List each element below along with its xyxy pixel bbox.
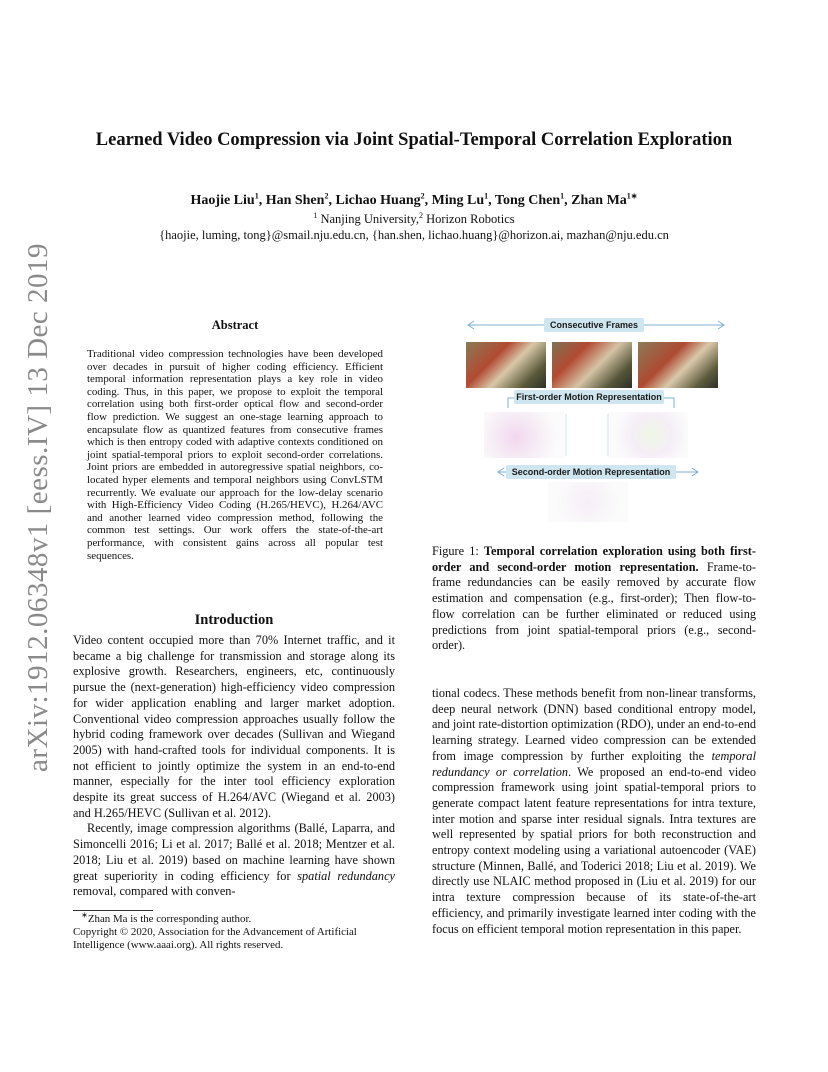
- footnote-text: Zhan Ma is the corresponding author.: [87, 913, 252, 925]
- text-run: tional codecs. These methods benefit from non-linear transforms, deep neural network (DNN) based conditional entropy model, and joint rate-distortion optimization (RDO), under an end-to-end learning strategy. Learned video compression can be extended from image compression by further exploiting the: [432, 686, 756, 763]
- author-list: Haojie Liu$^1$, Han Shen$^2$, Lichao Huang$^2$, Ming Lu$^1$, Tong Chen$^1$, Zhan $Ma^{1∗}$: [190, 191, 638, 208]
- arxiv-identifier-text: arXiv:1912.06348v1 [eess.IV] 13 Dec 2019: [22, 242, 54, 772]
- author-name: Lichao Huang: [335, 193, 421, 208]
- affiliations: [0, 212, 828, 227]
- emphasis: spatial redundancy: [297, 868, 395, 883]
- figure-label-second-order: Second-order Motion Representation: [506, 465, 676, 479]
- emphasis: temporal redundancy or correlation: [432, 748, 756, 779]
- author-affil-mark: 1: [484, 191, 489, 201]
- flow-connector: [562, 412, 612, 458]
- author-affil-mark: 1: [560, 191, 565, 201]
- footnote-note: [73, 910, 397, 926]
- author-affil-mark: 2: [324, 191, 329, 201]
- caption-text: Frame-to-frame redundancies can be easily removed by accurate flow estimation and compensation (e.g., first-order); Then flow-to-flow correlation can be further eliminated or reduced using predictions from joint spatial-temporal priors (e.g., second-order).: [432, 559, 756, 653]
- video-frame: [466, 342, 546, 388]
- caption-label: Figure 1:: [432, 544, 484, 558]
- affil-mark: 2: [418, 210, 423, 220]
- paragraph: [73, 821, 395, 900]
- author-name: Ming Lu: [431, 193, 485, 208]
- author-affil-mark: 2: [420, 191, 425, 201]
- figure-label-consecutive-frames: Consecutive Frames: [544, 318, 644, 332]
- introduction-heading: Introduction: [194, 612, 274, 628]
- paper-title: Learned Video Compression via Joint Spatial-Temporal Correlation Exploration: [95, 130, 733, 150]
- second-order-flow-map: [548, 482, 628, 522]
- author-name: Han Shen: [265, 193, 325, 208]
- affiliation-2: Horizon Robotics: [422, 212, 515, 226]
- figure-label-first-order: First-order Motion Representation: [514, 390, 664, 404]
- abstract-heading: Abstract: [211, 318, 259, 332]
- caption-bold: Temporal correlation exploration using both first-order and second-order motion representation.: [432, 544, 756, 574]
- optical-flow-map: [484, 412, 564, 458]
- right-column-body: [432, 686, 756, 937]
- abstract-text: Traditional video compression technologies have been developed over decades in pursuit of higher coding efficiency. Efficient temporal information representation plays a key role in video coding. Thus, in this paper, we propose to exploit the temporal correlation using both first-order optical flow and second-order flow prediction. We suggest an one-stage learning approach to encapsulate flow as quantized features from consecutive frames which is then entropy coded with adaptive contexts conditioned on joint spatial-temporal priors to exploit second-order correlations. Joint priors are embedded in autoregressive spatial neighbors, co-located hyper elements and temporal neighbors using ConvLSTM recurrently. We evaluate our approach for the low-delay scenario with High-Efficiency Video Coding (H.265/HEVC), H.264/AVC and another learned video compression method, following the common test settings. Our work offers the state-of-the-art performance, with consistent gains across all popular test sequences.: [87, 348, 383, 562]
- author-name: Zhan Ma: [571, 193, 627, 208]
- text-run: Recently, image compression algorithms (Ballé, Laparra, and Simoncelli 2016; Li et al. 2017; Ballé et al. 2018; Mentzer et al. 2018; Liu et al. 2019) based on machine learning have shown great superiority in coding efficiency for: [73, 821, 395, 883]
- paragraph: Video content occupied more than 70% Internet traffic, and it became a big challenge for transmission and storage along its explosive growth. Researchers, engineers, etc, continuously pursue the (next-generation) high-efficiency video compression for wider application enabling and larger market adoption. Conventional video compression approaches usually follow the hybrid coding framework over decades (Sullivan and Wiegand 2005) with hand-crafted tools for individual components. It is not efficient to jointly optimize the system in an end-to-end manner, especially for the inter tool efficiency exploration despite its great success of H.264/AVC (Wiegand et al. 2003) and H.265/HEVC (Sullivan et al. 2012).: [73, 633, 395, 820]
- author-name: Haojie Liu: [190, 193, 255, 208]
- video-frame: [552, 342, 632, 388]
- author-affil-mark: 1∗: [626, 191, 638, 201]
- figure-1: [462, 312, 671, 477]
- affil-mark: 1: [313, 210, 318, 220]
- video-frame: [638, 342, 718, 388]
- author-name: Tong Chen: [494, 193, 561, 208]
- optical-flow-map: [608, 412, 688, 458]
- author-emails: {haojie, luming, tong}@smail.nju.edu.cn, {han.shen, lichao.huang}@horizon.ai, mazhan@nju.edu.cn: [159, 228, 669, 242]
- introduction-body: [73, 633, 395, 900]
- text-run: removal, compared with conven-: [73, 884, 236, 899]
- footnote-mark: ∗: [81, 910, 88, 920]
- figure-caption: [432, 544, 756, 654]
- affiliation-1: Nanjing University,: [317, 212, 419, 226]
- arxiv-identifier: [0, 0, 54, 772]
- footnote: [73, 910, 397, 952]
- text-run: . We proposed an end-to-end video compression framework using joint spatial-temporal priors to generate compact latent feature representations for intra texture, inter motion and sparse inter residual signals. Intra textures are well represented by spatial priors for both reconstruction and entropy context modeling using a variational autoencoder (VAE) structure (Minnen, Ballé, and Toderici 2018; Liu et al. 2019). We directly use NLAIC method proposed in (Liu et al. 2019) for our intra texture compression because of its state-of-the-art efficiency, and primarily investigate learned inter coding with the focus on efficient temporal motion representation in this paper.: [432, 764, 756, 936]
- author-affil-mark: 1: [254, 191, 259, 201]
- copyright: Copyright © 2020, Association for the Advancement of Artificial Intelligence (www.aaai.org). All rights reserved.: [73, 926, 357, 951]
